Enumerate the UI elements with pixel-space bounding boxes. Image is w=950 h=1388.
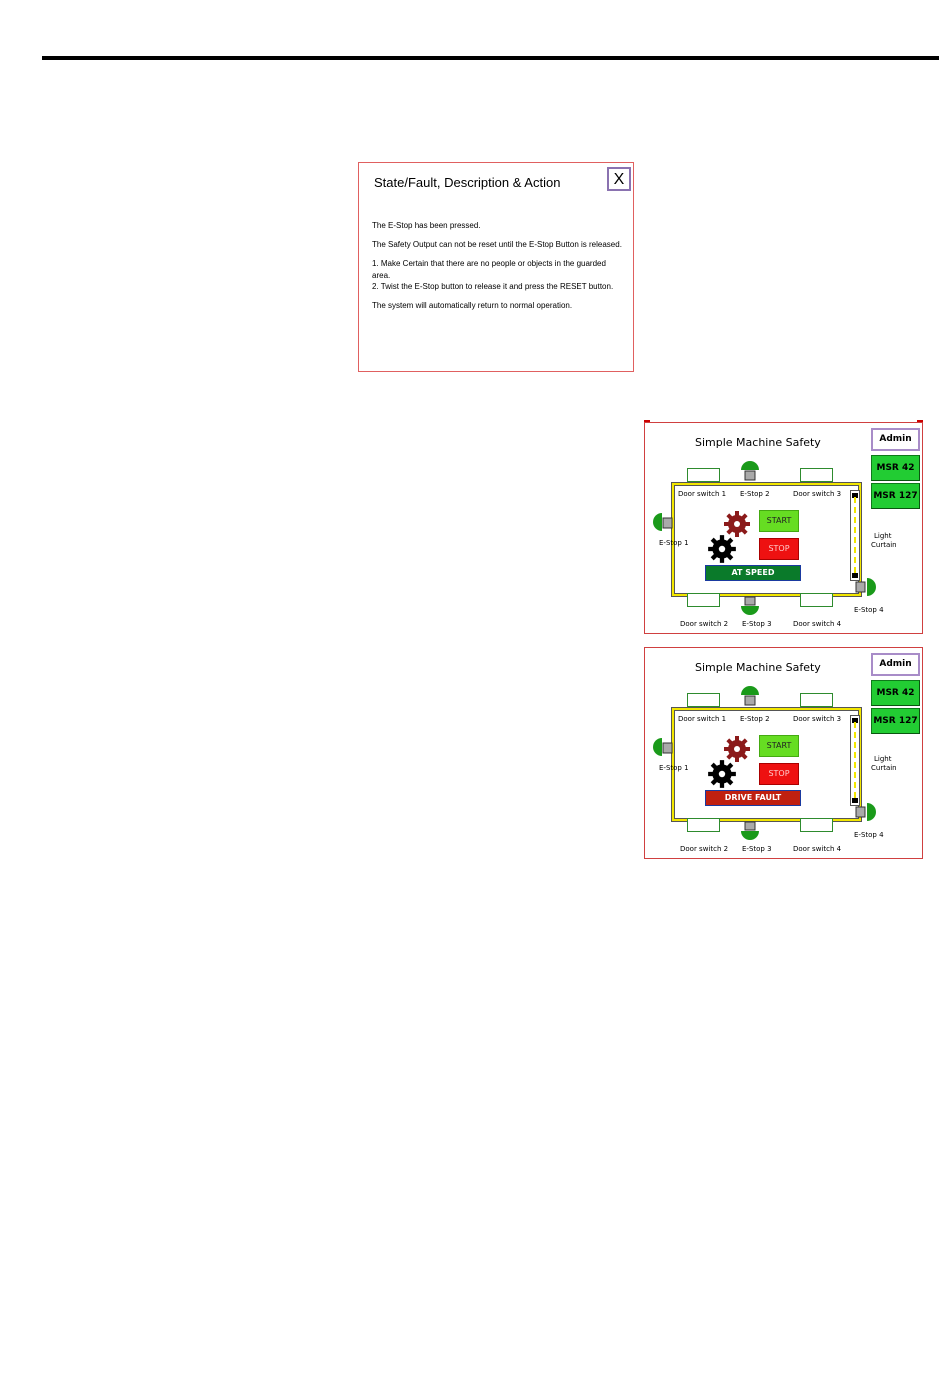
dialog-body: [372, 220, 624, 319]
light-curtain-beam: [854, 497, 856, 575]
door-switch-4[interactable]: [800, 818, 833, 832]
dialog-line: 1. Make Certain that there are no people or objects in the guarded area.: [372, 259, 606, 280]
msr42-button[interactable]: MSR 42: [871, 455, 920, 481]
estop-1-icon[interactable]: [651, 511, 675, 535]
light-curtain-label: Curtain: [871, 764, 897, 772]
page-header-rule: [42, 56, 939, 60]
estop-2-icon[interactable]: [739, 684, 761, 708]
door-switch-1-label: Door switch 1: [678, 715, 727, 723]
estop-3-icon[interactable]: [739, 821, 761, 845]
door-switch-2[interactable]: [687, 818, 720, 832]
estop-2-label: E-Stop 2: [740, 715, 770, 723]
door-switch-4-label: Door switch 4: [793, 620, 842, 628]
msr42-button[interactable]: MSR 42: [871, 680, 920, 706]
gear-icon: [706, 533, 738, 565]
door-switch-4[interactable]: [800, 593, 833, 607]
estop-3-icon[interactable]: [739, 596, 761, 620]
estop-3-label: E-Stop 3: [742, 620, 772, 628]
status-banner: DRIVE FAULT: [705, 790, 801, 806]
estop-2-icon[interactable]: [739, 459, 761, 483]
door-switch-2-label: Door switch 2: [680, 620, 729, 628]
door-switch-1[interactable]: [687, 468, 720, 482]
light-curtain-label: Light: [874, 755, 892, 763]
msr127-button[interactable]: MSR 127: [871, 483, 920, 509]
dialog-line: The system will automatically return to normal operation.: [372, 301, 573, 310]
state-fault-dialog: [358, 162, 634, 372]
light-curtain: [850, 490, 860, 581]
door-switch-3[interactable]: [800, 468, 833, 482]
estop-3-label: E-Stop 3: [742, 845, 772, 853]
door-switch-3-label: Door switch 3: [793, 715, 842, 723]
estop-1-icon[interactable]: [651, 736, 675, 760]
admin-button[interactable]: Admin: [871, 653, 920, 676]
hmi-screen-at-speed: [644, 422, 923, 634]
stop-button[interactable]: STOP: [759, 538, 799, 560]
stop-button[interactable]: STOP: [759, 763, 799, 785]
hmi-title: Simple Machine Safety: [695, 436, 821, 449]
dialog-line: The E-Stop has been pressed.: [372, 221, 481, 230]
light-curtain: [850, 715, 860, 806]
dialog-title: State/Fault, Description & Action: [374, 175, 561, 190]
estop-1-label: E-Stop 1: [659, 539, 689, 547]
door-switch-2-label: Door switch 2: [680, 845, 729, 853]
door-switch-1[interactable]: [687, 693, 720, 707]
status-banner: AT SPEED: [705, 565, 801, 581]
door-switch-2[interactable]: [687, 593, 720, 607]
door-switch-3-label: Door switch 3: [793, 490, 842, 498]
estop-2-label: E-Stop 2: [740, 490, 770, 498]
light-curtain-beam: [854, 722, 856, 800]
start-button[interactable]: START: [759, 735, 799, 757]
hmi-title: Simple Machine Safety: [695, 661, 821, 674]
light-curtain-receiver: [852, 798, 858, 803]
dialog-line: 2. Twist the E-Stop button to release it and press the RESET button.: [372, 282, 614, 291]
light-curtain-label: Light: [874, 532, 892, 540]
light-curtain-receiver: [852, 573, 858, 578]
door-switch-1-label: Door switch 1: [678, 490, 727, 498]
light-curtain-label: Curtain: [871, 541, 897, 549]
close-button[interactable]: X: [607, 167, 631, 191]
start-button[interactable]: START: [759, 510, 799, 532]
estop-4-label: E-Stop 4: [854, 606, 884, 614]
gear-icon: [706, 758, 738, 790]
door-switch-4-label: Door switch 4: [793, 845, 842, 853]
admin-button[interactable]: Admin: [871, 428, 920, 451]
msr127-button[interactable]: MSR 127: [871, 708, 920, 734]
estop-4-label: E-Stop 4: [854, 831, 884, 839]
dialog-line: The Safety Output can not be reset until the E-Stop Button is released.: [372, 240, 622, 249]
hmi-screen-drive-fault: [644, 647, 923, 859]
door-switch-3[interactable]: [800, 693, 833, 707]
estop-1-label: E-Stop 1: [659, 764, 689, 772]
